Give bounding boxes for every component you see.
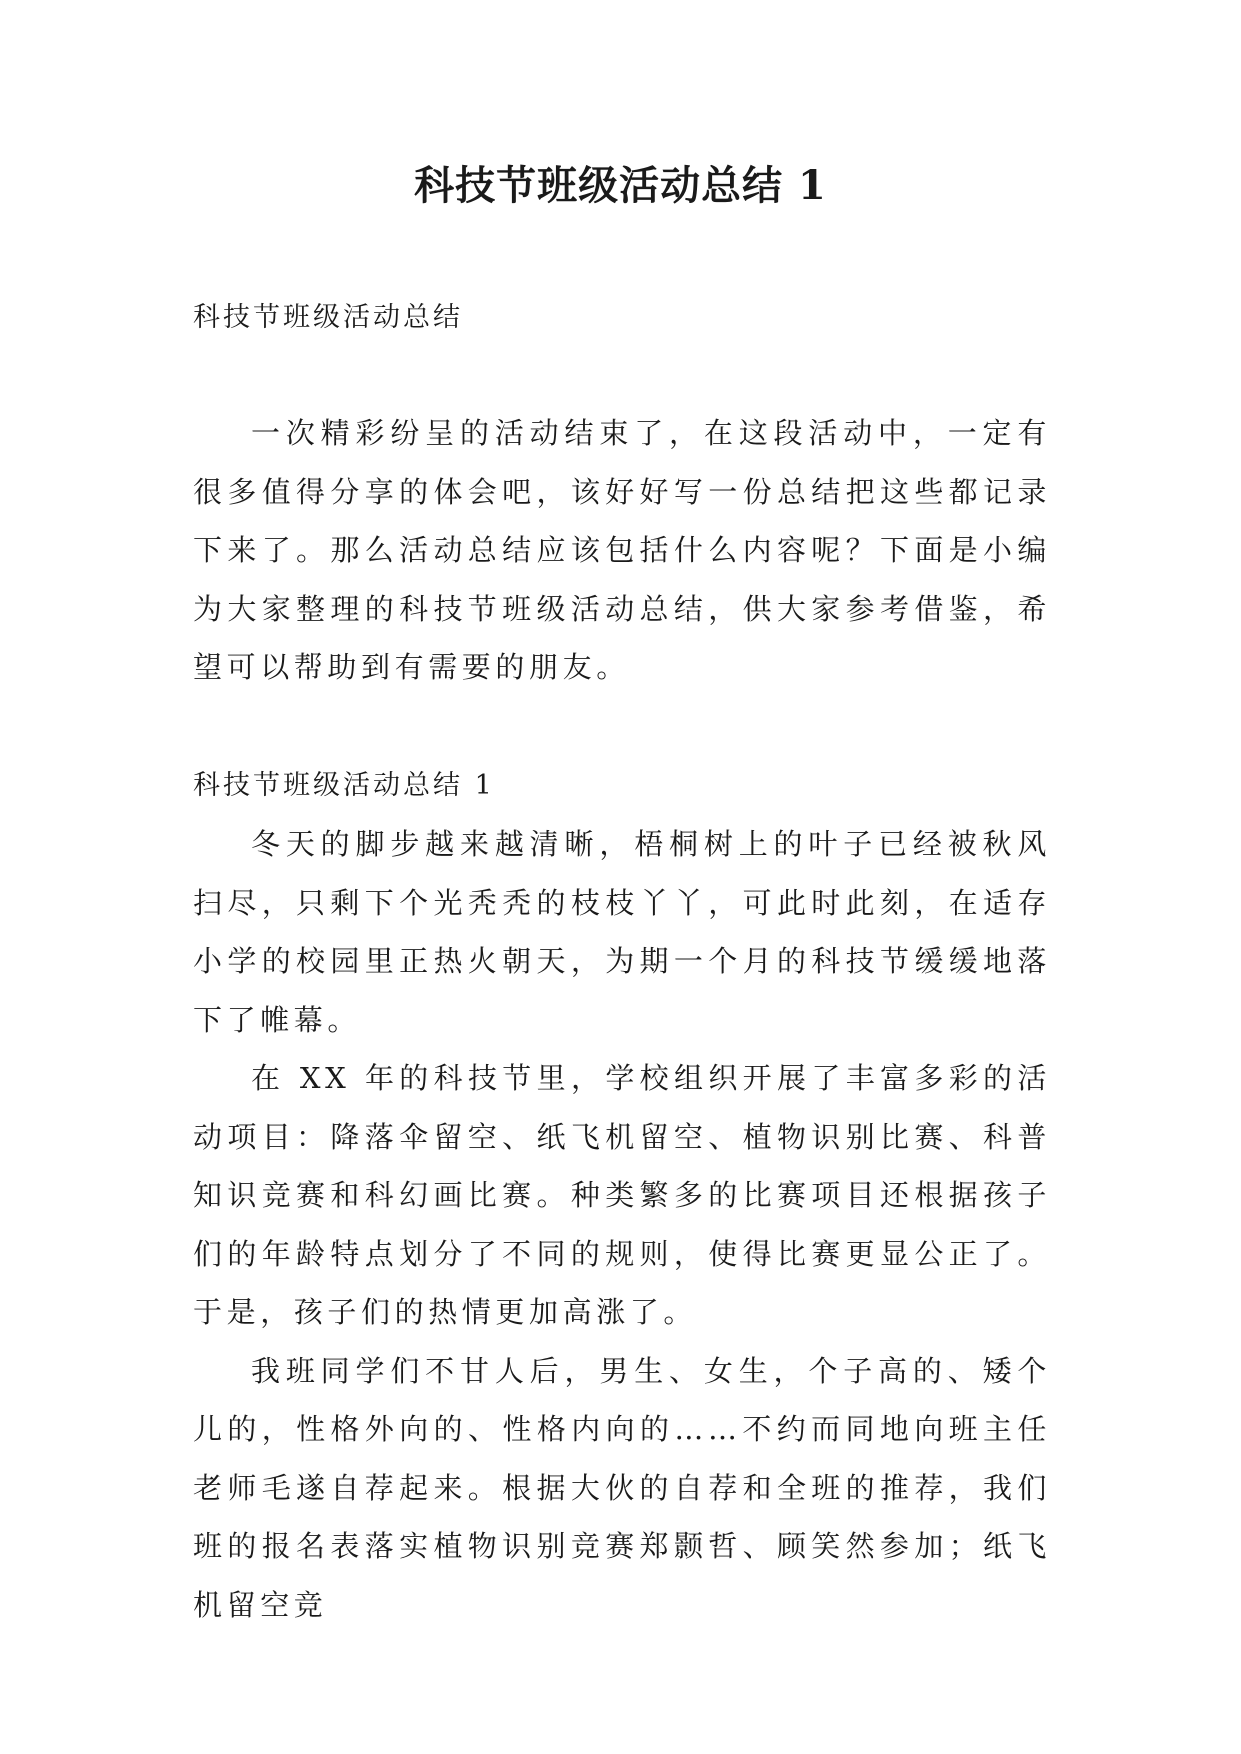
- body-paragraph-2: 在 XX 年的科技节里，学校组织开展了丰富多彩的活动项目：降落伞留空、纸飞机留空、植物识别比赛、科普知识竞赛和科幻画比赛。种类繁多的比赛项目还根据孩子们的年龄特点划分了不同的规则，使得比赛更显公正了。于是，孩子们的热情更加高涨了。: [193, 1061, 1051, 1329]
- document-subtitle: 科技节班级活动总结: [193, 302, 463, 333]
- section-heading: 科技节班级活动总结 1: [193, 770, 495, 801]
- intro-block: [193, 404, 1051, 697]
- body-paragraph-1: 冬天的脚步越来越清晰，梧桐树上的叶子已经被秋风扫尽，只剩下个光秃秃的枝枝丫丫，可此时此刻，在适存小学的校园里正热火朝天，为期一个月的科技节缓缓地落下了帷幕。: [193, 827, 1051, 1037]
- body-paragraph-3: 我班同学们不甘人后，男生、女生，个子高的、矮个儿的，性格外向的、性格内向的……不约而同地向班主任老师毛遂自荐起来。根据大伙的自荐和全班的推荐，我们班的报名表落实植物识别竞赛郑颢哲、顾笑然参加；纸飞机留空竞: [193, 1353, 1051, 1622]
- intro-paragraph: 一次精彩纷呈的活动结束了，在这段活动中，一定有很多值得分享的体会吧，该好好写一份总结把这些都记录下来了。那么活动总结应该包括什么内容呢？下面是小编为大家整理的科技节班级活动总结，供大家参考借鉴，希望可以帮助到有需要的朋友。: [193, 416, 1051, 684]
- document-title: 科技节班级活动总结 1: [414, 162, 827, 209]
- section-body: [193, 815, 1051, 1634]
